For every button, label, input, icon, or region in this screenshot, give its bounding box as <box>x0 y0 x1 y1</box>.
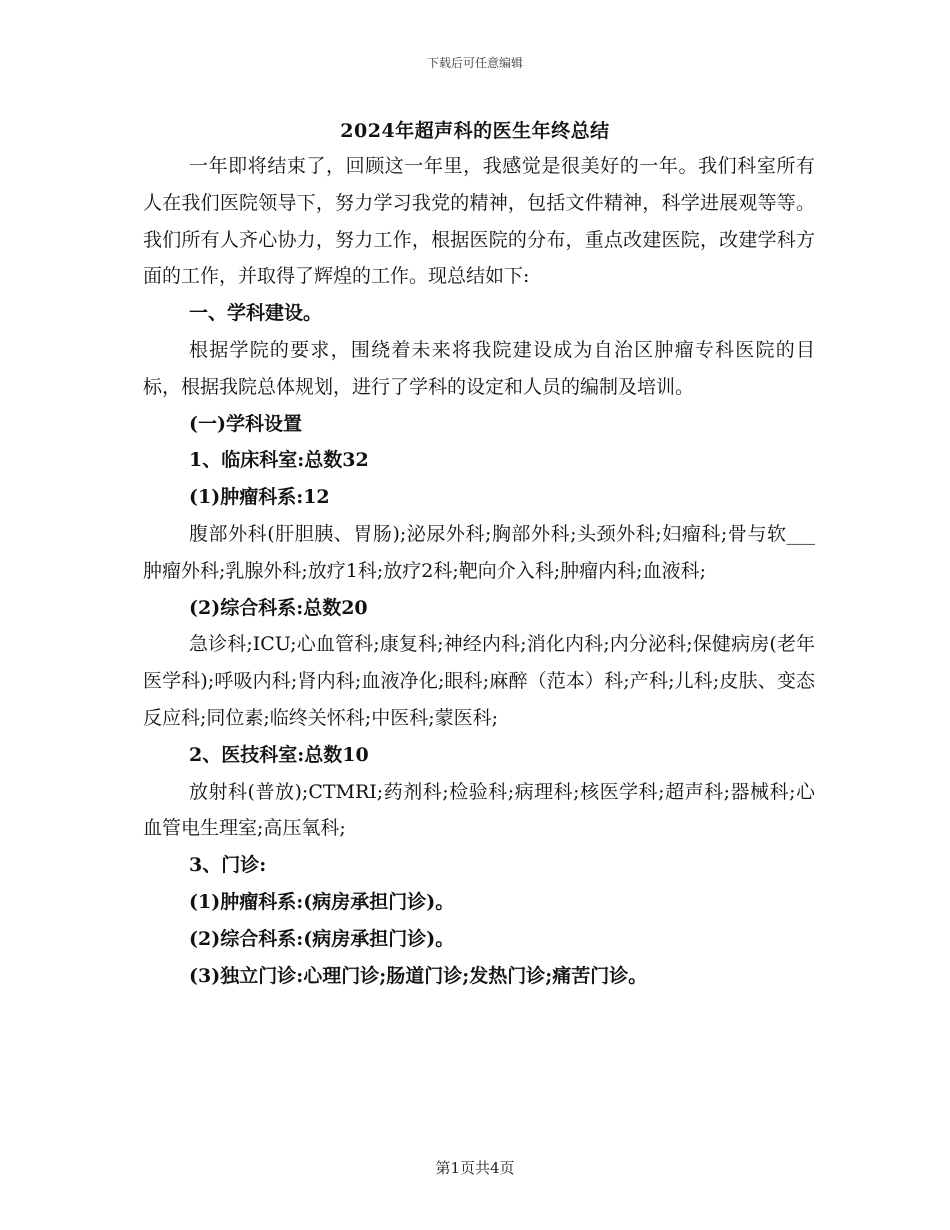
page-footer: 第1页共4页 <box>435 1159 515 1177</box>
medical-tech-heading: 2、医技科室:总数10 <box>189 743 369 766</box>
intro-paragraph: 一年即将结束了，回顾这一年里，我感觉是很美好的一年。我们科室所有人在我们医院领导下，努力学习我党的精神，包括文件精神，科学进展观等等。我们所有人齐心协力，努力工作，根据医院的分布，重点改建医院，改建学科方面的工作，并取得了辉煌的工作。现总结如下: <box>143 155 815 288</box>
clinical-departments-heading: 1、临床科室:总数32 <box>189 449 369 472</box>
outpatient-heading: 3、门诊: <box>189 854 267 877</box>
outpatient-oncology: (1)肿瘤科系:(病房承担门诊)。 <box>189 890 455 913</box>
oncology-system-heading: (1)肿瘤科系:12 <box>189 486 330 509</box>
general-system-heading: (2)综合科系:总数20 <box>189 596 368 619</box>
document-body <box>143 148 815 994</box>
general-departments-list: 急诊科;ICU;心血管科;康复科;神经内科;消化内科;内分泌科;保健病房(老年医学科);呼吸内科;肾内科;血液净化;眼科;麻醉（范本）科;产科;儿科;皮肤、变态反应科;同位素;临终关怀科;中医科;蒙医科; <box>143 633 815 729</box>
header-note: 下载后可任意编辑 <box>426 56 523 70</box>
outpatient-general: (2)综合科系:(病房承担门诊)。 <box>189 927 455 950</box>
medical-tech-list: 放射科(普放);CTMRI;药剂科;检验科;病理科;核医学科;超声科;器械科;心血管电生理室;高压氧科; <box>143 780 815 840</box>
discipline-paragraph: 根据学院的要求，围绕着未来将我院建设成为自治区肿瘤专科医院的目标，根据我院总体规划，进行了学科的设定和人员的编制及培训。 <box>143 338 815 398</box>
subsection-heading: (一)学科设置 <box>189 412 302 435</box>
outpatient-independent: (3)独立门诊:心理门诊;肠道门诊;发热门诊;痛苦门诊。 <box>189 964 648 987</box>
oncology-departments-list: 腹部外科(肝胆胰、胃肠);泌尿外科;胸部外科;头颈外科;妇瘤科;骨与软___肿瘤外科;乳腺外科;放疗1科;放疗2科;靶向介入科;肿瘤内科;血液科; <box>143 522 815 582</box>
section-heading-discipline: 一、学科建设。 <box>189 302 323 325</box>
page-title: 2024年超声科的医生年终总结 <box>340 120 610 142</box>
